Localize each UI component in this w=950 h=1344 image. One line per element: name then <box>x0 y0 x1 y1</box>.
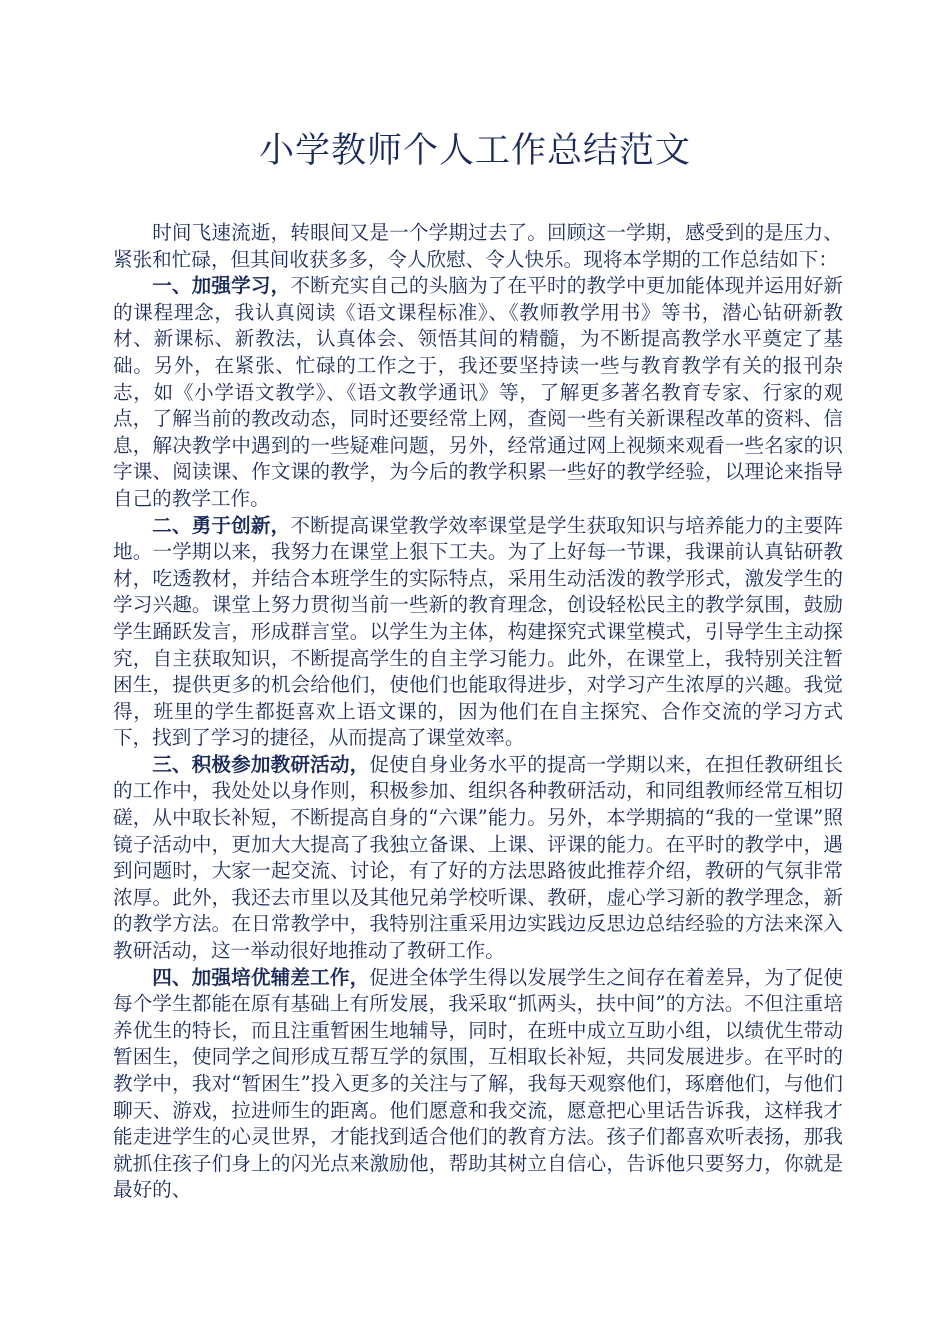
intro-paragraph: 时间飞速流逝，转眼间又是一个学期过去了。回顾这一学期，感受到的是压力、紧张和忙碌，但其间收获多多，令人欣慰、令人快乐。现将本学期的工作总结如下： <box>113 221 843 271</box>
section-heading: 二、勇于创新， <box>152 513 291 537</box>
document-body <box>113 220 843 1204</box>
section-text: 不断提高课堂教学效率课堂是学生获取知识与培养能力的主要阵地。一学期以来，我努力在课堂上狠下工夫。为了上好每一节课，我课前认真钻研教材，吃透教材，并结合本班学生的实际特点，采用生动活泼的教学形式，激发学生的学习兴趣。课堂上努力贯彻当前一些新的教育理念，创设轻松民主的教学氛围，鼓励学生踊跃发言，形成群言堂。以学生为主体，构建探究式课堂模式，引导学生主动探究，自主获取知识，不断提高学生的自主学习能力。此外，在课堂上，我特别关注暂困生，提供更多的机会给他们，使他们也能取得进步，对学习产生浓厚的兴趣。我觉得，班里的学生都挺喜欢上语文课的，因为他们在自主探究、合作交流的学习方式下，找到了学习的捷径，从而提高了课堂效率。 <box>113 513 844 750</box>
section-text: 不断充实自己的头脑为了在平时的教学中更加能体现并运用好新的课程理念，我认真阅读《语文课程标准》、《教师教学用书》等书，潜心钻研新教材、新课标、新教法，认真体会、领悟其间的精髓，为不断提高教学水平奠定了基础。另外，在紧张、忙碌的工作之于，我还要坚持读一些与教育教学有关的报刊杂志，如《小学语文教学》、《语文教学通讯》等，了解更多著名教育专家、行家的观点，了解当前的教改动态，同时还要经常上网，查阅一些有关新课程改革的资料、信息，解决教学中遇到的一些疑难问题，另外，经常通过网上视频来观看一些名家的识字课、阅读课、作文课的教学，为今后的教学积累一些好的教学经验，以理论来指导自己的教学工作。 <box>113 274 844 510</box>
section-paragraph-4 <box>113 965 843 1204</box>
section-heading: 一、加强学习， <box>152 274 291 298</box>
section-paragraph-1 <box>113 273 843 512</box>
section-paragraph-3 <box>113 752 843 965</box>
section-paragraph-2 <box>113 513 843 752</box>
section-heading: 四、加强培优辅差工作， <box>152 965 370 989</box>
document-title: 小学教师个人工作总结范文 <box>258 131 691 171</box>
section-text: 促进全体学生得以发展学生之间存在着差异，为了促使每个学生都能在原有基础上有所发展，我采取“抓两头，扶中间”的方法。不但注重培养优生的特长，而且注重暂困生地辅导，同时，在班中成立互助小组，以绩优生带动暂困生，使同学之间形成互帮互学的氛围，互相取长补短，共同发展进步。在平时的教学中，我对“暂困生”投入更多的关注与了解，我每天观察他们，琢磨他们，与他们聊天、游戏，拉进师生的距离。他们愿意和我交流，愿意把心里话告诉我，这样我才能走进学生的心灵世界，才能找到适合他们的教育方法。孩子们都喜欢听表扬，那我就抓住孩子们身上的闪光点来激励他，帮助其树立自信心，告诉他只要努力，你就是最好的、 <box>113 965 844 1202</box>
section-text: 促使自身业务水平的提高一学期以来，在担任教研组长的工作中，我处处以身作则，积极参加、组织各种教研活动，和同组教师经常互相切磋，从中取长补短，不断提高自身的“六课”能力。另外，本学期搞的“我的一堂课”照镜子活动中，更加大大提高了我独立备课、上课、评课的能力。在平时的教学中，遇到问题时，大家一起交流、讨论，有了好的方法思路彼此推荐介绍，教研的气氛非常浓厚。此外，我还去市里以及其他兄弟学校听课、教研，虚心学习新的教学理念，新的教学方法。在日常教学中，我特别注重采用边实践边反思边总结经验的方法来深入教研活动，这一举动很好地推动了教研工作。 <box>113 752 844 963</box>
section-heading: 三、积极参加教研活动， <box>152 752 370 776</box>
